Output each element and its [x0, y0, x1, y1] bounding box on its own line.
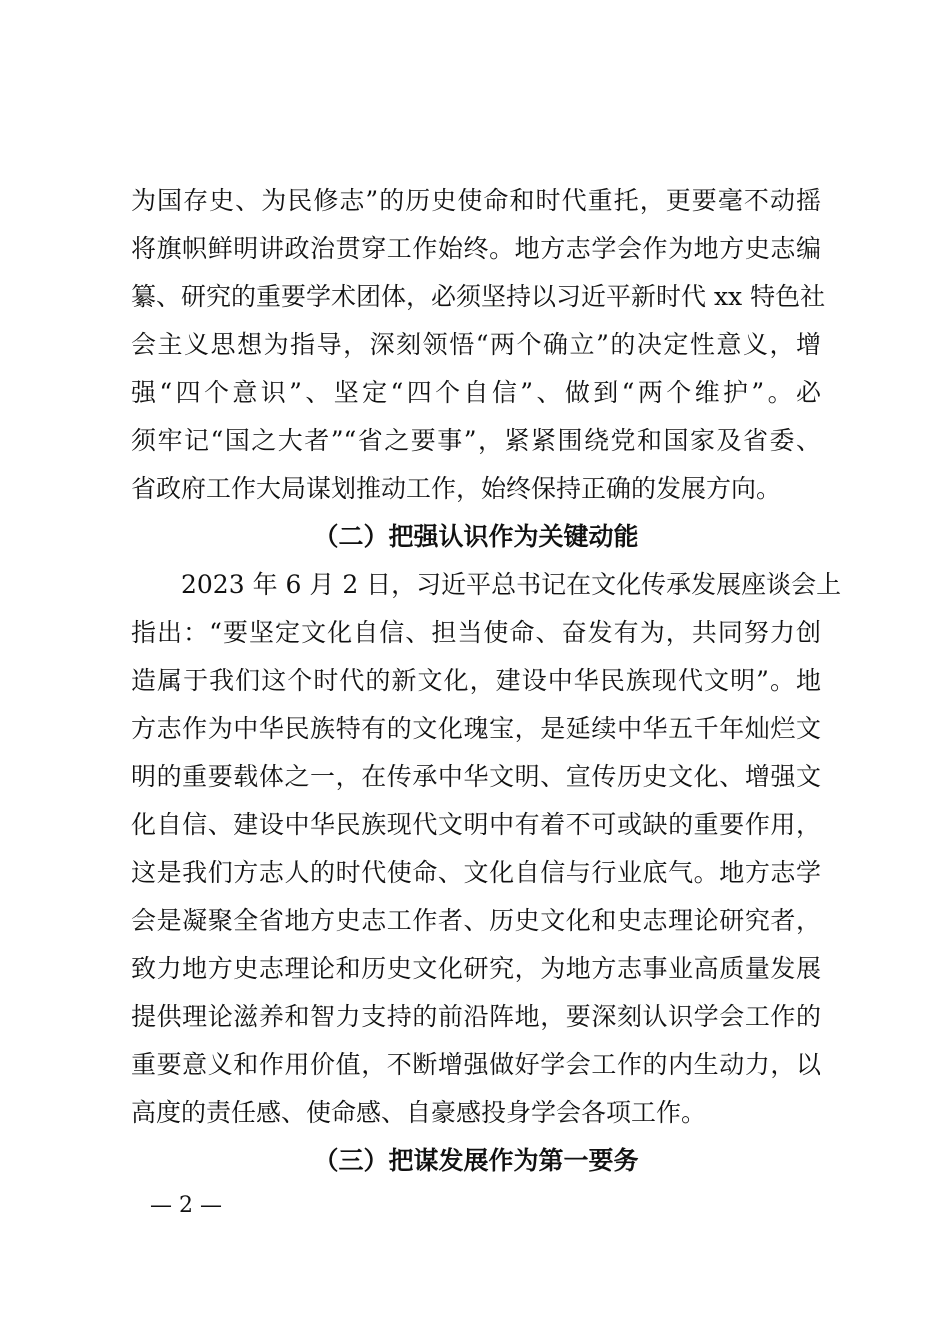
paragraph-line: 省政府工作大局谋划推动工作，始终保持正确的发展方向。 — [131, 474, 782, 503]
body-text — [131, 177, 842, 1185]
paragraph-line: 提供理论滋养和智力支持的前沿阵地，要深刻认识学会工作的 — [131, 1002, 821, 1031]
paragraph-line: 会主义思想为指导，深刻领悟“两个确立”的决定性意义，增 — [131, 330, 821, 359]
paragraph-line: 会是凝聚全省地方史志工作者、历史文化和史志理论研究者， — [131, 906, 821, 935]
section-heading-3: （三）把谋发展作为第一要务 — [313, 1146, 639, 1175]
paragraph-line: 为国存史、为民修志”的历史使命和时代重托，更要毫不动摇 — [131, 186, 821, 215]
paragraph-line: 明的重要载体之一，在传承中华文明、宣传历史文化、增强文 — [131, 762, 821, 791]
paragraph-line: 致力地方史志理论和历史文化研究，为地方志事业高质量发展 — [131, 954, 821, 983]
paragraph-line: 化自信、建设中华民族现代文明中有着不可或缺的重要作用， — [131, 810, 821, 839]
paragraph-line: 这是我们方志人的时代使命、文化自信与行业底气。地方志学 — [131, 858, 821, 887]
paragraph-line: 将旗帜鲜明讲政治贯穿工作始终。地方志学会作为地方史志编 — [131, 234, 821, 263]
paragraph-line: 须牢记“国之大者”“省之要事”，紧紧围绕党和国家及省委、 — [131, 426, 821, 455]
paragraph-line: 方志作为中华民族特有的文化瑰宝，是延续中华五千年灿烂文 — [131, 714, 821, 743]
paragraph-line: 纂、研究的重要学术团体，必须坚持以习近平新时代 xx 特色社 — [131, 282, 826, 311]
page-number: — 2 — — [150, 1193, 222, 1218]
paragraph-line: 高度的责任感、使命感、自豪感投身学会各项工作。 — [131, 1098, 707, 1127]
paragraph-line: 指出：“要坚定文化自信、担当使命、奋发有为，共同努力创 — [131, 618, 821, 647]
paragraph-line: 强“四个意识”、坚定“四个自信”、做到“两个维护”。必 — [131, 378, 821, 407]
paragraph-line: 2023 年 6 月 2 日，习近平总书记在文化传承发展座谈会上 — [181, 570, 842, 599]
paragraph-line: 造属于我们这个时代的新文化，建设中华民族现代文明”。地 — [131, 666, 821, 695]
paragraph-line: 重要意义和作用价值，不断增强做好学会工作的内生动力，以 — [131, 1050, 821, 1079]
section-heading-2: （二）把强认识作为关键动能 — [313, 522, 639, 551]
